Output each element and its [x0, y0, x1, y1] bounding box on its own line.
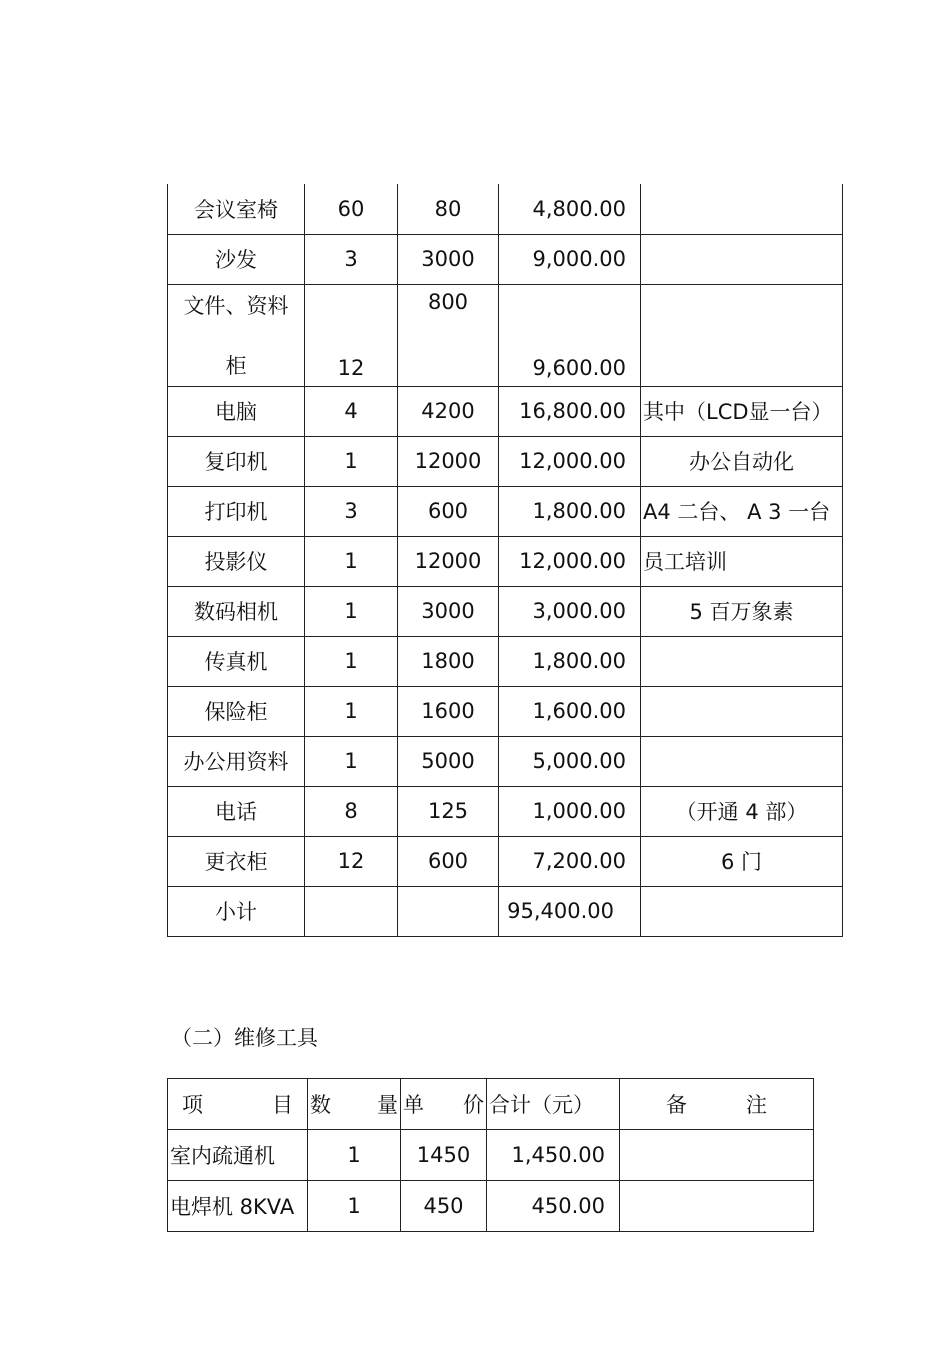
- table-row: [168, 184, 843, 234]
- item-name-line2: 柜: [225, 354, 247, 378]
- item-price: 3000: [398, 586, 499, 636]
- item-total: 1,000.00: [499, 786, 641, 836]
- table-row: [168, 536, 843, 586]
- item-note: 6 门: [641, 836, 843, 886]
- item-note: [641, 184, 843, 234]
- table-row: [168, 1130, 814, 1181]
- equipment-table: [167, 184, 842, 946]
- item-name: 更衣柜: [168, 836, 305, 886]
- table-row: [168, 436, 843, 486]
- item-note: 办公自动化: [641, 436, 843, 486]
- item-note: 5 百万象素: [641, 586, 843, 636]
- item-total: 450.00: [487, 1181, 620, 1232]
- item-qty: 1: [305, 436, 398, 486]
- table-row: [168, 486, 843, 536]
- item-price: 4200: [398, 386, 499, 436]
- header-qty: 数 量: [308, 1079, 401, 1130]
- header-price: 单 价: [401, 1079, 487, 1130]
- item-total: 12,000.00: [499, 536, 641, 586]
- item-note: [641, 284, 843, 386]
- item-price: 5000: [398, 736, 499, 786]
- item-total: 7,200.00: [499, 836, 641, 886]
- item-price: 1450: [401, 1130, 487, 1181]
- item-note: A4 二台、 A 3 一台: [641, 486, 843, 536]
- item-price: 3000: [398, 234, 499, 284]
- item-price: [398, 284, 499, 386]
- item-total: 9,000.00: [499, 234, 641, 284]
- item-name: 数码相机: [168, 586, 305, 636]
- table-row: [168, 686, 843, 736]
- item-total: 1,800.00: [499, 636, 641, 686]
- item-qty: 60: [305, 184, 398, 234]
- item-total: 1,800.00: [499, 486, 641, 536]
- table-header-row: [168, 1079, 814, 1130]
- item-name: 室内疏通机: [168, 1130, 308, 1181]
- item-name-line1: 文件、资料: [183, 294, 289, 318]
- item-price: 80: [398, 184, 499, 234]
- table-row: [168, 234, 843, 284]
- item-qty: 1: [305, 586, 398, 636]
- table-row: [168, 1181, 814, 1232]
- subtotal-value: 95,400.00: [499, 886, 641, 936]
- item-total: 12,000.00: [499, 436, 641, 486]
- item-note: 员工培训: [641, 536, 843, 586]
- item-total: 16,800.00: [499, 386, 641, 436]
- item-note: [620, 1130, 814, 1181]
- repair-tools-table: [167, 1078, 813, 1232]
- item-note: [641, 234, 843, 284]
- table-row: [168, 586, 843, 636]
- item-price: 12000: [398, 536, 499, 586]
- item-name: 办公用资料: [168, 736, 305, 786]
- item-name: 电话: [168, 786, 305, 836]
- item-qty: 1: [308, 1130, 401, 1181]
- item-note: [641, 686, 843, 736]
- item-qty: 1: [305, 686, 398, 736]
- item-note: [641, 736, 843, 786]
- item-total: [499, 284, 641, 386]
- table-row: [168, 386, 843, 436]
- header-note: 备 注: [620, 1079, 814, 1130]
- item-note: 其中（LCD显一台）: [641, 386, 843, 436]
- item-price: 600: [398, 486, 499, 536]
- item-total-value: 9,600.00: [532, 356, 626, 380]
- item-note: （开通 4 部）: [641, 786, 843, 836]
- item-price: 600: [398, 836, 499, 886]
- item-qty-value: 12: [337, 356, 365, 380]
- item-total: 4,800.00: [499, 184, 641, 234]
- item-note: [641, 886, 843, 936]
- item-qty: 12: [305, 836, 398, 886]
- item-name: 投影仪: [168, 536, 305, 586]
- item-qty: 4: [305, 386, 398, 436]
- item-price: 1600: [398, 686, 499, 736]
- item-name: 打印机: [168, 486, 305, 536]
- item-qty: 1: [305, 536, 398, 586]
- item-name: 保险柜: [168, 686, 305, 736]
- item-qty: 8: [305, 786, 398, 836]
- item-price-value: 800: [427, 290, 469, 314]
- item-price: 125: [398, 786, 499, 836]
- item-total: 1,450.00: [487, 1130, 620, 1181]
- table-row: [168, 786, 843, 836]
- item-qty: 1: [305, 736, 398, 786]
- item-name: 复印机: [168, 436, 305, 486]
- item-note: [641, 636, 843, 686]
- item-name: 电焊机 8KVA: [168, 1181, 308, 1232]
- item-qty: 1: [308, 1181, 401, 1232]
- item-qty: [305, 284, 398, 386]
- table-row: [168, 284, 843, 386]
- item-price: 12000: [398, 436, 499, 486]
- item-qty: 3: [305, 486, 398, 536]
- item-price: 450: [401, 1181, 487, 1232]
- table-row: [168, 736, 843, 786]
- item-name: 沙发: [168, 234, 305, 284]
- table-row: [168, 836, 843, 886]
- section-title: （二）维修工具: [171, 1026, 318, 1050]
- item-name: 会议室椅: [168, 184, 305, 234]
- item-name: 传真机: [168, 636, 305, 686]
- item-name: 电脑: [168, 386, 305, 436]
- table-row: [168, 636, 843, 686]
- header-item: 项 目: [168, 1079, 308, 1130]
- item-total: 1,600.00: [499, 686, 641, 736]
- item-qty: 1: [305, 636, 398, 686]
- item-price: [398, 886, 499, 936]
- subtotal-row: [168, 886, 843, 936]
- item-price: 1800: [398, 636, 499, 686]
- header-total: 合计（元）: [487, 1079, 620, 1130]
- subtotal-label: 小计: [168, 886, 305, 936]
- item-qty: 3: [305, 234, 398, 284]
- item-note: [620, 1181, 814, 1232]
- item-name: [168, 284, 305, 386]
- item-total: 5,000.00: [499, 736, 641, 786]
- item-qty: [305, 886, 398, 936]
- item-total: 3,000.00: [499, 586, 641, 636]
